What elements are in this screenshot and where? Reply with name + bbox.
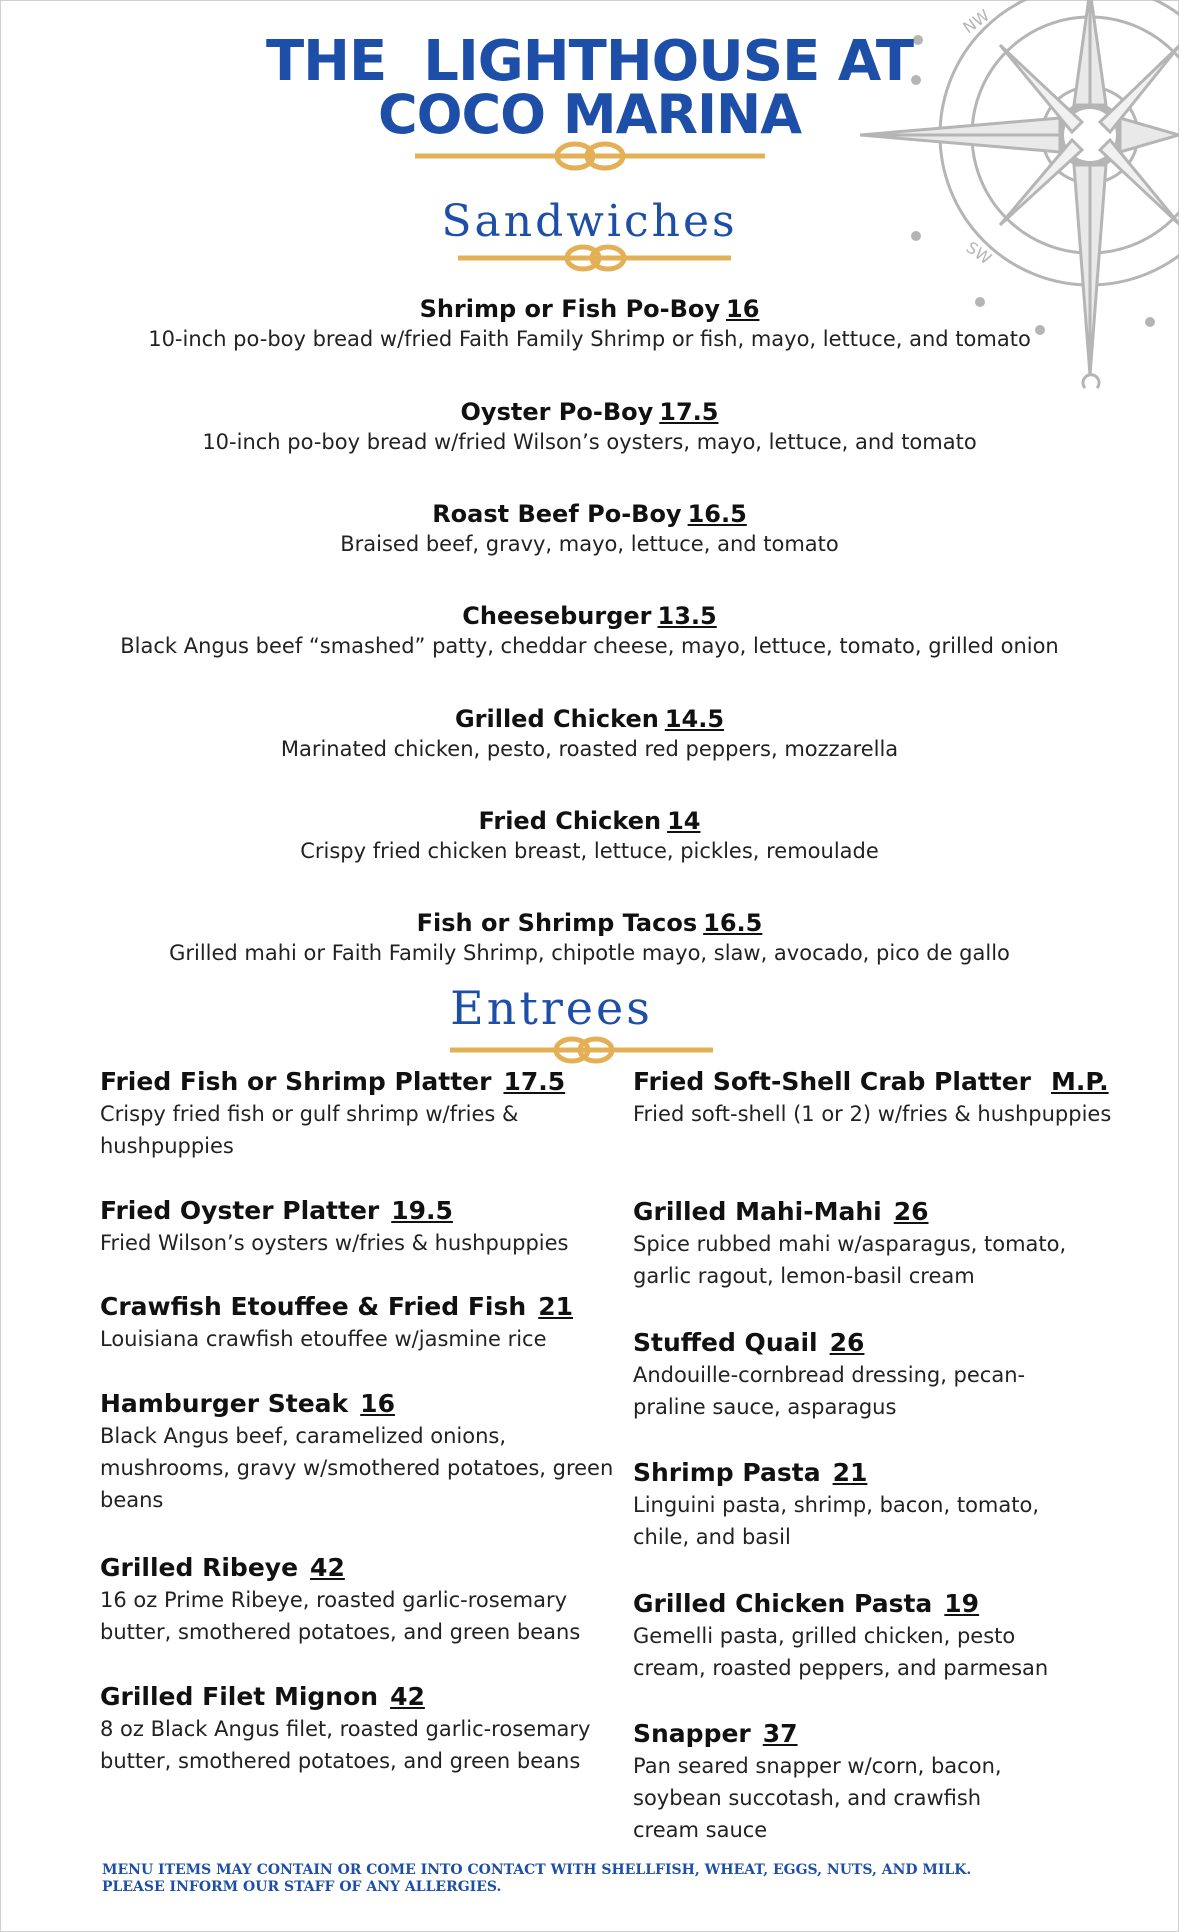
item-name: Stuffed Quail xyxy=(633,1328,818,1357)
allergy-notice xyxy=(102,1862,971,1896)
entree-item xyxy=(100,1681,620,1777)
item-name: Grilled Mahi-Mahi xyxy=(633,1197,882,1226)
item-price: 19 xyxy=(944,1589,980,1618)
item-price: 42 xyxy=(310,1553,345,1582)
item-price: 17.5 xyxy=(503,1067,566,1096)
restaurant-title-line2: COCO MARINA xyxy=(377,83,802,146)
entree-item xyxy=(633,1196,1083,1292)
sandwiches-heading: Sandwiches xyxy=(441,196,738,247)
item-price: 21 xyxy=(538,1292,573,1321)
compass-label-sw: SW xyxy=(962,237,995,269)
sandwich-item xyxy=(0,499,1179,559)
item-price: 16 xyxy=(726,295,760,323)
item-price: 17.5 xyxy=(659,398,719,426)
item-name: Fish or Shrimp Tacos xyxy=(416,909,698,937)
item-description: Braised beef, gravy, mayo, lettuce, and tomato xyxy=(340,532,839,556)
item-description: Crispy fried fish or gulf shrimp w/fries & hushpuppies xyxy=(100,1102,519,1158)
item-description: 16 oz Prime Ribeye, roasted garlic-rosemary butter, smothered potatoes, and green beans xyxy=(100,1588,581,1644)
restaurant-title-line1: THE LIGHTHOUSE AT xyxy=(265,29,914,94)
item-description: Marinated chicken, pesto, roasted red peppers, mozzarella xyxy=(280,737,899,761)
entree-item xyxy=(633,1327,1083,1423)
entree-item xyxy=(100,1195,620,1259)
item-description: Crispy fried chicken breast, lettuce, pickles, remoulade xyxy=(300,839,879,863)
item-price: 16 xyxy=(360,1389,395,1418)
item-name: Grilled Chicken xyxy=(454,705,659,733)
item-description: 10-inch po-boy bread w/fried Wilson’s oysters, mayo, lettuce, and tomato xyxy=(202,430,977,454)
sandwich-item xyxy=(0,908,1179,968)
item-name: Fried Soft-Shell Crab Platter xyxy=(633,1067,1032,1096)
sandwich-item xyxy=(0,294,1179,354)
item-description: 10-inch po-boy bread w/fried Faith Family Shrimp or fish, mayo, lettuce, and tomato xyxy=(148,327,1031,351)
rope-divider-icon xyxy=(415,136,765,176)
item-description: Linguini pasta, shrimp, bacon, tomato, chile, and basil xyxy=(633,1493,1040,1549)
item-name: Grilled Chicken Pasta xyxy=(633,1589,933,1618)
entree-item xyxy=(100,1552,620,1648)
sandwich-item xyxy=(0,704,1179,764)
item-price: 13.5 xyxy=(657,602,717,630)
item-description: Grilled mahi or Faith Family Shrimp, chipotle mayo, slaw, avocado, pico de gallo xyxy=(169,941,1010,965)
item-description: Louisiana crawfish etouffee w/jasmine rice xyxy=(100,1327,547,1351)
allergy-line1: MENU ITEMS MAY CONTAIN OR COME INTO CONTACT WITH SHELLFISH, WHEAT, EGGS, NUTS, AND MILK. xyxy=(102,1862,972,1878)
item-price: 37 xyxy=(762,1719,798,1748)
item-price: 42 xyxy=(390,1682,425,1711)
item-name: Crawfish Etouffee & Fried Fish xyxy=(100,1292,527,1321)
item-description: Gemelli pasta, grilled chicken, pesto cream, roasted peppers, and parmesan xyxy=(633,1624,1049,1680)
entree-item xyxy=(633,1718,1053,1846)
item-description: Black Angus beef “smashed” patty, cheddar cheese, mayo, lettuce, tomato, grilled onion xyxy=(120,634,1059,658)
item-description: Fried Wilson’s oysters w/fries & hushpuppies xyxy=(100,1231,569,1255)
item-name: Grilled Ribeye xyxy=(100,1553,299,1582)
rope-divider-icon xyxy=(458,236,731,272)
item-name: Cheeseburger xyxy=(462,602,652,630)
item-price: 26 xyxy=(893,1197,929,1226)
item-name: Fried Chicken xyxy=(478,807,662,835)
entree-item xyxy=(100,1388,620,1516)
compass-label-nw: NW xyxy=(959,5,994,38)
item-name: Shrimp or Fish Po-Boy xyxy=(419,295,721,323)
item-price: 14.5 xyxy=(664,705,725,733)
entree-item xyxy=(100,1066,620,1162)
entrees-heading: Entrees xyxy=(450,981,653,1035)
entree-item xyxy=(633,1066,1113,1130)
item-description: Pan seared snapper w/corn, bacon, soybean succotash, and crawfish cream sauce xyxy=(633,1754,1002,1842)
item-name: Grilled Filet Mignon xyxy=(100,1682,379,1711)
sandwich-item xyxy=(0,806,1179,866)
entree-item xyxy=(100,1291,620,1355)
item-name: Fried Fish or Shrimp Platter xyxy=(100,1067,492,1096)
item-description: Andouille-cornbread dressing, pecan-praline sauce, asparagus xyxy=(633,1363,1026,1419)
item-price: 16.5 xyxy=(687,500,747,528)
item-description: 8 oz Black Angus filet, roasted garlic-rosemary butter, smothered potatoes, and green beans xyxy=(100,1717,591,1773)
item-name: Hamburger Steak xyxy=(100,1389,349,1418)
rope-divider-icon xyxy=(450,1034,713,1066)
item-price: 19.5 xyxy=(391,1196,453,1225)
item-name: Roast Beef Po-Boy xyxy=(432,500,682,528)
item-description: Fried soft-shell (1 or 2) w/fries & hushpuppies xyxy=(633,1102,1112,1126)
item-price: 16.5 xyxy=(703,909,763,937)
sandwich-item xyxy=(0,601,1179,661)
sandwich-item xyxy=(0,397,1179,457)
item-price: 21 xyxy=(832,1458,868,1487)
item-price: 26 xyxy=(829,1328,865,1357)
item-description: Black Angus beef, caramelized onions, mushrooms, gravy w/smothered potatoes, green beans xyxy=(100,1424,614,1512)
item-name: Shrimp Pasta xyxy=(633,1458,821,1487)
item-price: M.P. xyxy=(1051,1067,1109,1096)
entree-item xyxy=(633,1588,1083,1684)
item-name: Fried Oyster Platter xyxy=(100,1196,380,1225)
item-description: Spice rubbed mahi w/asparagus, tomato, garlic ragout, lemon-basil cream xyxy=(633,1232,1067,1288)
entree-item xyxy=(633,1457,1083,1553)
item-name: Snapper xyxy=(633,1719,751,1748)
allergy-line2: PLEASE INFORM OUR STAFF OF ANY ALLERGIES. xyxy=(102,1879,502,1895)
item-name: Oyster Po-Boy xyxy=(460,398,654,426)
item-price: 14 xyxy=(667,807,701,835)
